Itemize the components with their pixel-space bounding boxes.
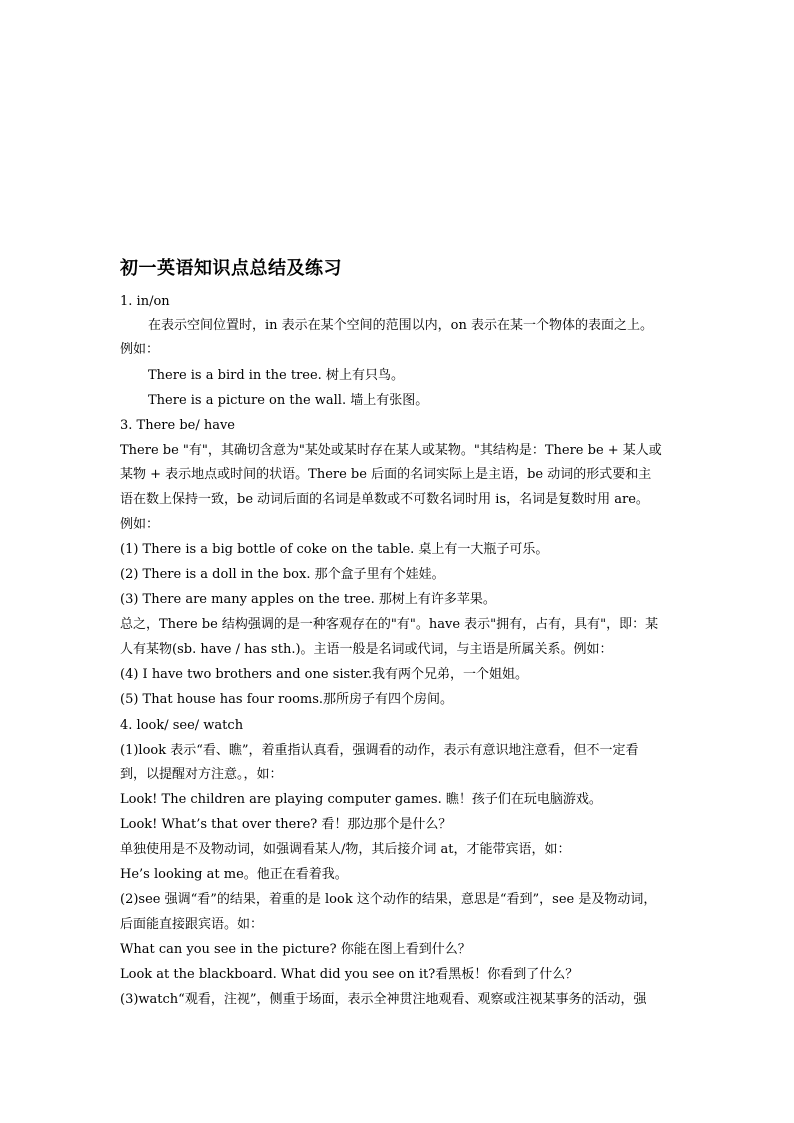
text-line: What can you see in the picture? 你能在图上看到什么？ bbox=[120, 942, 471, 957]
text-line: 某物 + 表示地点或时间的状语。There be 后面的名词实际上是主语，be 动词的形式要和主 bbox=[120, 467, 652, 482]
text-line: There is a bird in the tree. 树上有只鸟。 bbox=[148, 368, 404, 383]
text-line: 到，以提醒对方注意。，如： bbox=[120, 767, 283, 782]
text-line: 1. in/on bbox=[120, 294, 170, 309]
text-line: (5) That house has four rooms.那所房子有四个房间。 bbox=[120, 692, 454, 707]
text-line: (3) There are many apples on the tree. 那树上有许多苹果。 bbox=[120, 592, 496, 607]
text-line: 例如： bbox=[120, 342, 160, 357]
text-line: Look at the blackboard. What did you see on it?看黑板！你看到了什么？ bbox=[120, 967, 579, 982]
text-line: Look! The children are playing computer games. 瞧！孩子们在玩电脑游戏。 bbox=[120, 792, 602, 807]
text-line: There is a picture on the wall. 墙上有张图。 bbox=[148, 393, 429, 408]
text-line: 3. There be/ have bbox=[120, 418, 236, 433]
text-line: 语在数上保持一致，be 动词后面的名词是单数或不可数名词时用 is，名词是复数时用 are。 bbox=[120, 492, 649, 507]
text-line: 在表示空间位置时，in 表示在某个空间的范围以内，on 表示在某一个物体的表面之上。 bbox=[148, 318, 653, 333]
text-line: Look! What’s that over there? 看！那边那个是什么？ bbox=[120, 817, 452, 832]
text-line: 单独使用是不及物动词，如强调看某人/物，其后接介词 at，才能带宾语，如： bbox=[120, 842, 571, 857]
text-line: 例如： bbox=[120, 517, 160, 532]
text-line: (2)see 强调“看”的结果，着重的是 look 这个动作的结果，意思是“看到”，see 是及物动词， bbox=[120, 892, 657, 907]
text-line: 人有某物(sb. have / has sth.)。主语一般是名词或代词，与主语是所属关系。例如： bbox=[120, 642, 613, 657]
document-title: 初一英语知识点总结及练习 bbox=[120, 258, 342, 279]
text-line: (2) There is a doll in the box. 那个盒子里有个娃娃。 bbox=[120, 567, 445, 582]
text-line: There be "有"，其确切含意为"某处或某时存在某人或某物。"其结构是：There be + 某人或 bbox=[120, 443, 662, 458]
text-line: (4) I have two brothers and one sister.我有两个兄弟，一个姐姐。 bbox=[120, 667, 529, 682]
text-line: (1) There is a big bottle of coke on the table. 桌上有一大瓶子可乐。 bbox=[120, 542, 549, 557]
text-line: (1)look 表示“看、瞧”，着重指认真看，强调看的动作，表示有意识地注意看，但不一定看 bbox=[120, 743, 639, 758]
text-line: He’s looking at me。他正在看着我。 bbox=[120, 867, 348, 882]
text-line: 4. look/ see/ watch bbox=[120, 718, 244, 733]
text-line: (3)watch“观看，注视”，侧重于场面，表示全神贯注地观看、观察或注视某事务的活动，强 bbox=[120, 992, 647, 1007]
text-line: 后面能直接跟宾语。如： bbox=[120, 917, 264, 932]
text-line: 总之，There be 结构强调的是一种客观存在的"有"。have 表示"拥有，占有，具有"，即：某 bbox=[120, 617, 659, 632]
